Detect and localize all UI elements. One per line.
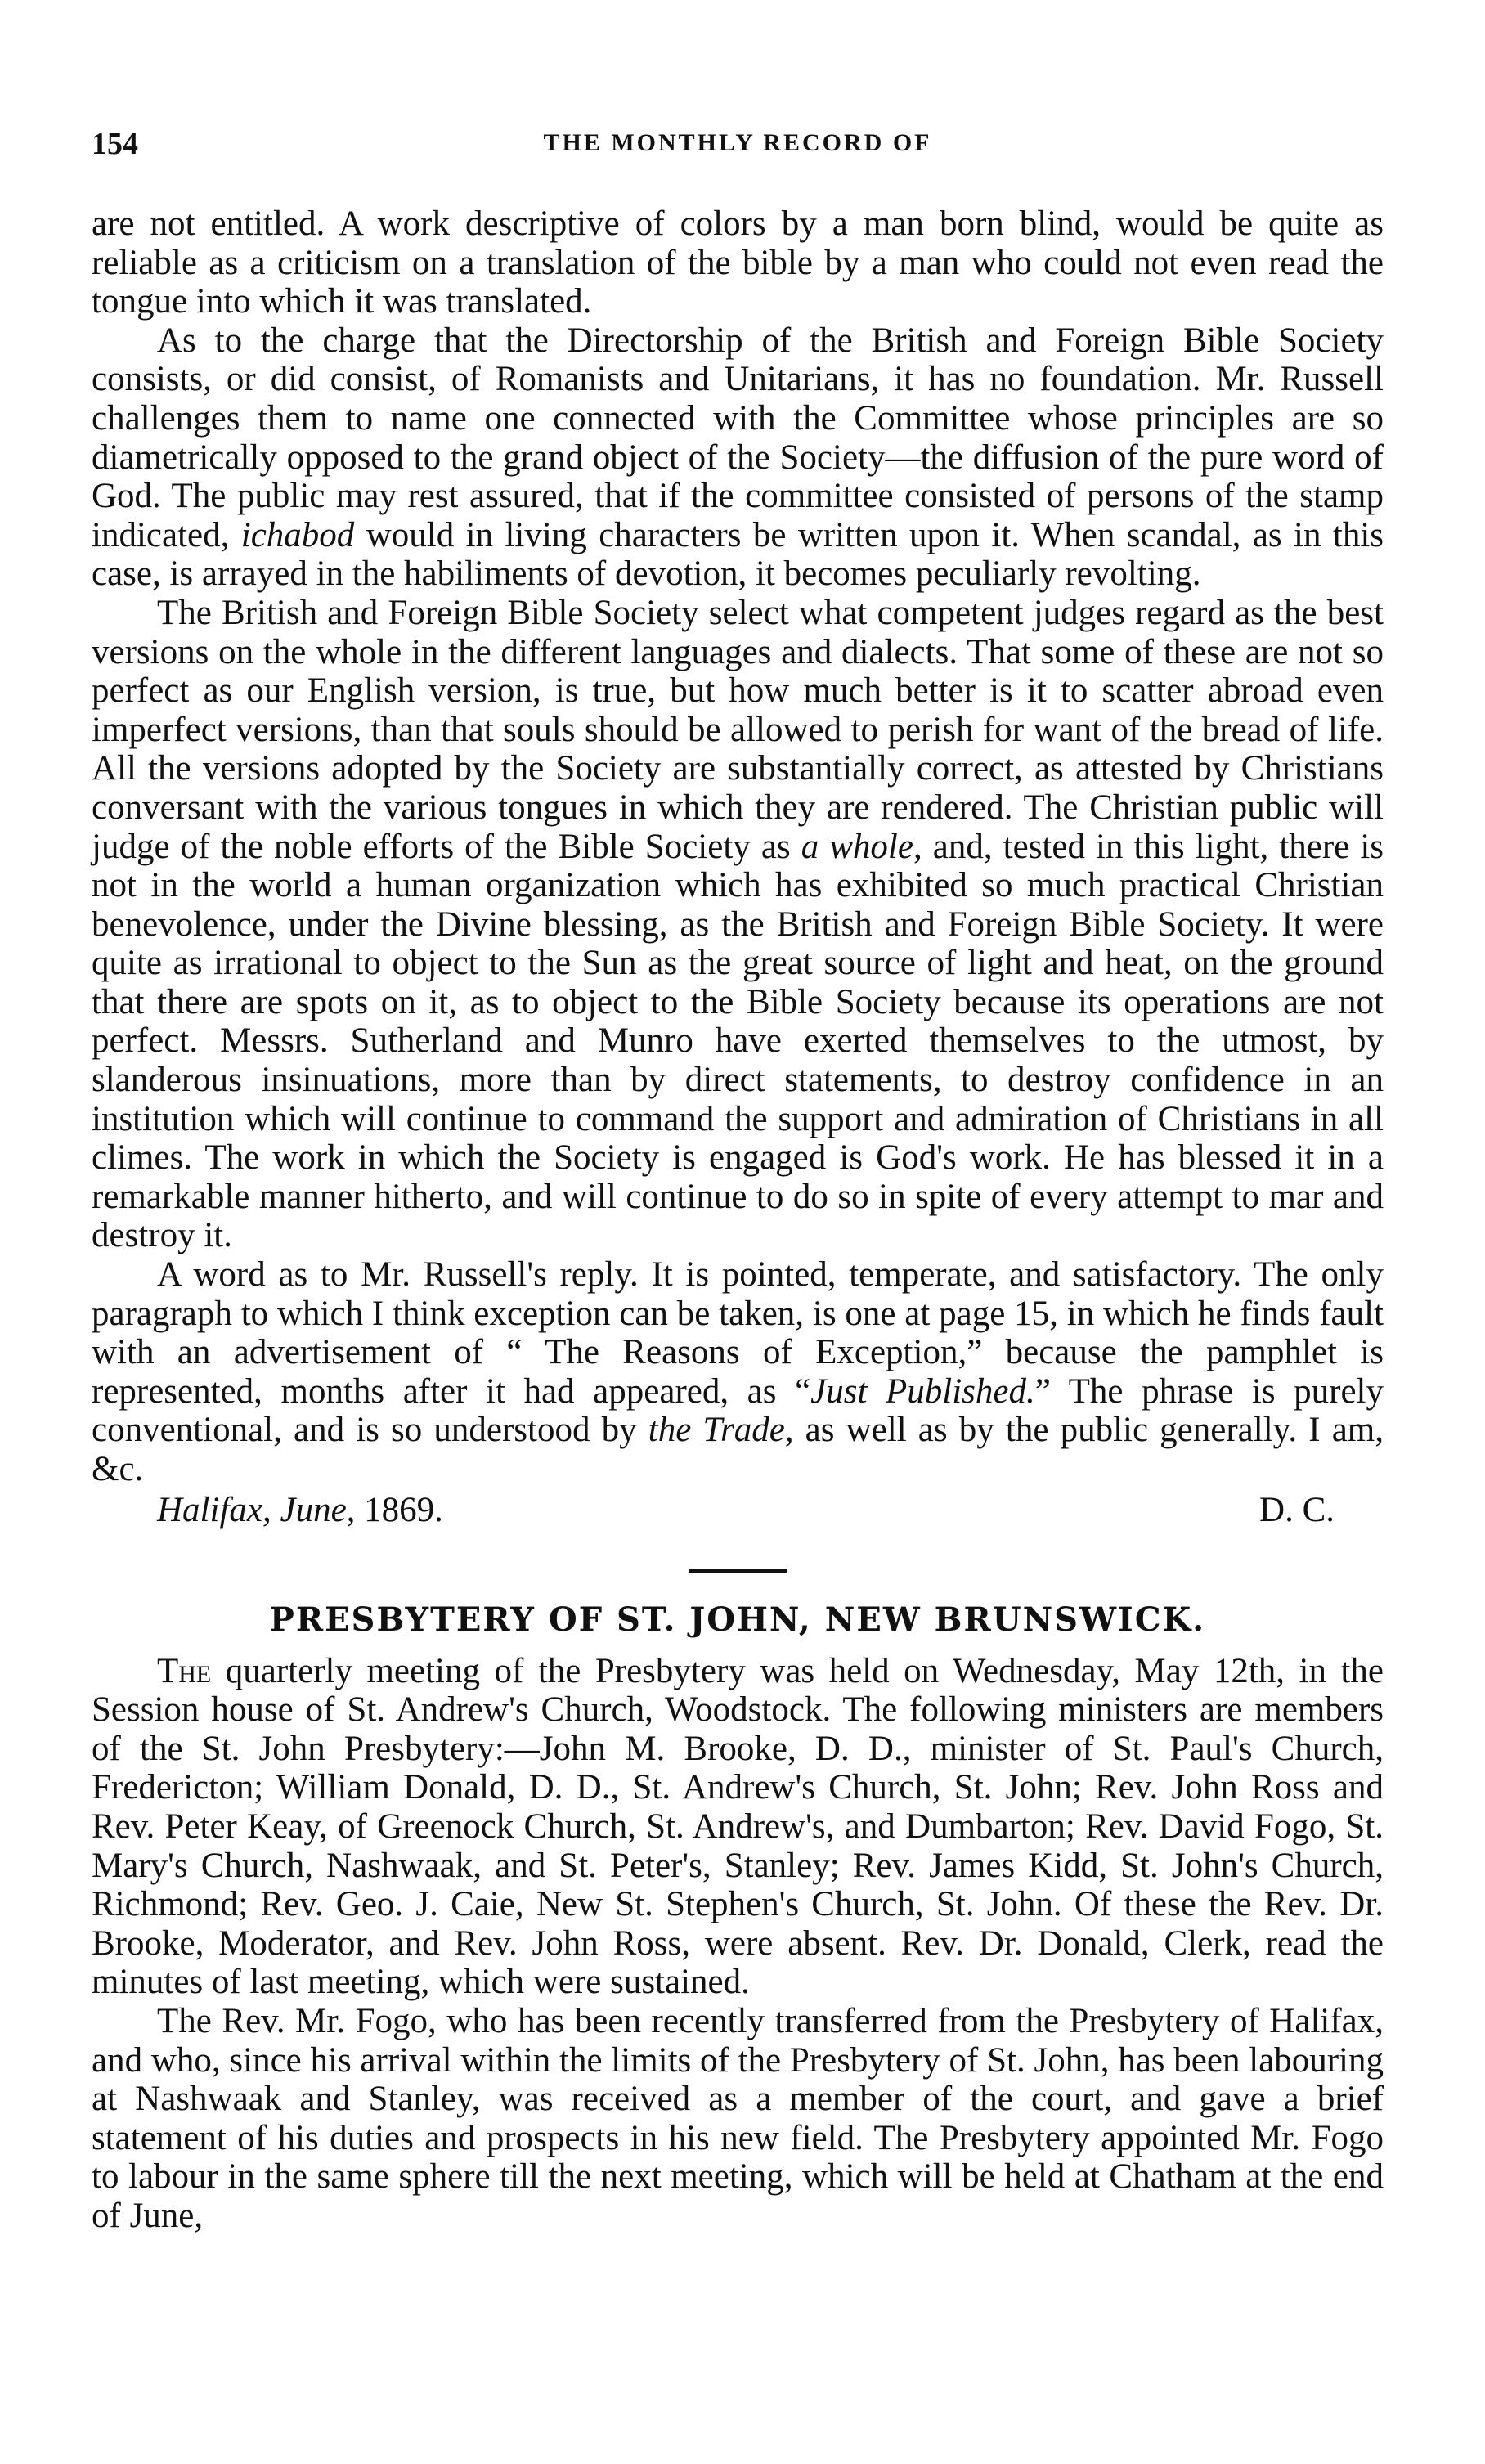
paragraph-3-text-a: The British and Foreign Bible Society select what competent judges regard as the best versions on the whole in the different languages and dialects. That some of these are not so perfect as our English version, is true, but how much better is it to scatter abroad even imperfect versions, than that souls should be allowed to perish for want of the bread of life. All the versions adopted by the Society are substantially correct, as attested by Christians conversant with the various tongues in which they are rendered. The Christian public will judge of the noble efforts of the Bible Society as xyxy=(92,593,1384,866)
paragraph-5-lead: The xyxy=(157,1651,212,1690)
paragraph-2-text-a: As to the charge that the Directorship of the British and Foreign Bible Society consists, or did consist, of Romanists and Unitarians, it has no foundation. Mr. Russell challenges them to name one connected with the Committee whose principles are so diametrically opposed to the grand object of the Society—the diffusion of the pure word of God. The public may rest assured, that if the committee consisted of persons of the stamp indicated, xyxy=(92,321,1384,554)
paragraph-3-text-b: , and, tested in this light, there is not in the world a human organization which has exhibited so much practical Christian benevolence, under the Divine blessing, as the British and Foreign Bible Society. It were quite as irrational to object to the Sun as the great source of light and heat, on the ground that there are spots on it, as to object to the Bible Society because its operations are not perfect. Messrs. Sutherland and Munro have exerted themselves to the utmost, by slanderous insinuations, more than by direct statements, to destroy confidence in an institution which will continue to command the support and admiration of Christians in all climes. The work in which the Society is engaged is God's work. He has blessed it in a remarkable manner hitherto, and will continue to do so in spite of every attempt to mar and destroy it. xyxy=(92,827,1384,1255)
signoff-place: Halifax, June, xyxy=(157,1490,356,1529)
paragraph-4-italic-1: Just Published. xyxy=(810,1371,1035,1411)
paragraph-5-text: quarterly meeting of the Presbytery was held on Wednesday, May 12th, in the Session house of St. Andrew's Church, Woodstock. The following ministers are members of the St. John Presbytery:—John M. Brooke, D. D., minister of St. Paul's Church, Fredericton; William Donald, D. D., St. Andrew's Church, St. John; Rev. John Ross and Rev. Peter Keay, of Greenock Church, St. Andrew's, and Dumbarton; Rev. David Fogo, St. Mary's Church, Nashwaak, and St. Peter's, Stanley; Rev. James Kidd, St. John's Church, Richmond; Rev. Geo. J. Caie, New St. Stephen's Church, St. John. Of these the Rev. Dr. Brooke, Moderator, and Rev. John Ross, were absent. Rev. Dr. Donald, Clerk, read the minutes of last meeting, which were sustained. xyxy=(92,1651,1384,2002)
paragraph-2-italic: ichabod xyxy=(240,515,355,554)
paragraph-2 xyxy=(92,321,1384,594)
section-title: PRESBYTERY OF ST. JOHN, NEW BRUNSWICK. xyxy=(269,1600,1206,1639)
paragraph-4 xyxy=(92,1255,1384,1489)
paragraph-2-text-b: would in living characters be written upon it. When scandal, as in this case, is arrayed in the habiliments of devotion, it becomes peculiarly revolting. xyxy=(92,515,1384,594)
signoff-place-date xyxy=(157,1491,443,1530)
running-head: THE MONTHLY RECORD OF xyxy=(543,129,932,156)
signoff xyxy=(92,1491,1384,1530)
paragraph-3-italic: a whole xyxy=(801,827,913,866)
article-presbytery-st-john xyxy=(92,1600,1384,2236)
signoff-initials: D. C. xyxy=(1259,1490,1335,1529)
paragraph-4-italic-2: the Trade xyxy=(648,1411,785,1450)
page-header xyxy=(92,123,1384,172)
paragraph-1: are not entitled. A work descriptive of colors by a man born blind, would be quite as reliable as a criticism on a translation of the bible by a man who could not even read the tongue into which it was translated. xyxy=(92,204,1384,321)
article-bible-society-letter xyxy=(92,204,1384,1530)
paragraph-3 xyxy=(92,594,1384,1255)
paragraph-6: The Rev. Mr. Fogo, who has been recently transferred from the Presbytery of Halifax, and who, since his arrival within the limits of the Presbytery of St. John, has been labouring at Nashwaak and Stanley, was received as a member of the court, and gave a brief statement of his duties and prospects in his new field. The Presbytery appointed Mr. Fogo to labour in the same sphere till the next meeting, which will be held at Chatham at the end of June, xyxy=(92,2001,1384,2235)
signoff-year: 1869. xyxy=(364,1490,443,1529)
paragraph-4-text-b: ” The phrase is purely conventional, and is so understood by xyxy=(92,1371,1384,1450)
paragraph-5 xyxy=(92,1652,1384,2002)
page-number: 154 xyxy=(92,127,138,161)
paragraph-4-text-a: A word as to Mr. Russell's reply. It is pointed, temperate, and satisfactory. The only paragraph to which I think exception can be taken, is one at page 15, in which he finds fault with an advertisement of “ The Reasons of Exception,” because the pamphlet is represented, months after it had appeared, as “ xyxy=(92,1255,1384,1411)
section-divider xyxy=(689,1569,787,1573)
paragraph-4-text-c: , as well as by the public generally. I am, &c. xyxy=(92,1411,1384,1488)
page xyxy=(92,123,1384,2236)
